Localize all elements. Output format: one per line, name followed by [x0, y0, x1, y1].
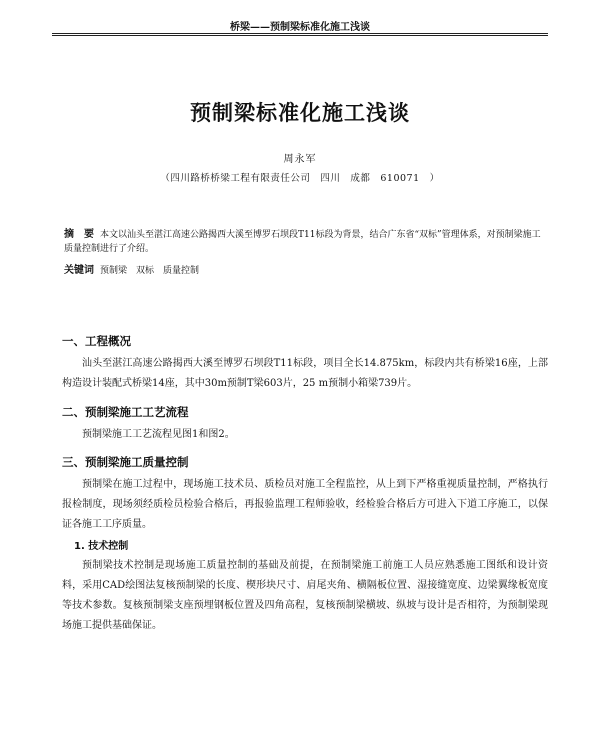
header-rule-double — [52, 35, 548, 36]
abstract — [64, 228, 546, 256]
running-header: 桥梁——预制梁标准化施工浅谈 — [230, 22, 370, 33]
keywords-text: 预制梁 双标 质量控制 — [100, 266, 200, 276]
abstract-label: 摘 要 — [64, 229, 94, 240]
section-process-paragraph: 预制梁施工工艺流程见图1和图2。 — [82, 429, 235, 440]
keywords — [64, 264, 546, 278]
author-affiliation: （四川路桥桥梁工程有限责任公司 四川 成都 610071 ） — [160, 173, 440, 184]
keywords-label: 关键词 — [64, 265, 94, 276]
section-heading-process: 二、预制梁施工工艺流程 — [62, 405, 189, 419]
article-title: 预制梁标准化施工浅谈 — [190, 101, 410, 125]
subsection-heading-technical-control: 1. 技术控制 — [74, 541, 129, 552]
section-overview-paragraph: 汕头至湛江高速公路揭西大溪至博罗石坝段T11标段，项目全长14.875km，标段内共有桥梁16座，上部构造设计装配式桥梁14座，其中30m预制T梁603片，25 m预制小箱梁739片。 — [62, 358, 548, 389]
header-rule — [52, 33, 548, 34]
author-name: 周永军 — [283, 154, 317, 165]
section-heading-quality: 三、预制梁施工质量控制 — [62, 455, 189, 469]
section-quality-paragraph: 预制梁在施工过程中，现场施工技术员、质检员对施工全程监控，从上到下严格重视质量控制，严格执行报检制度，现场须经质检员检验合格后，再报验监理工程师验收，经检验合格后方可进入下道工序施工，以保证各施工工序质量。 — [62, 479, 548, 530]
subsection-technical-control-paragraph: 预制梁技术控制是现场施工质量控制的基础及前提，在预制梁施工前施工人员应熟悉施工图纸和设计资料，采用CAD绘图法复核预制梁的长度、楔形块尺寸、肩尾夹角、横隔板位置、湿接缝宽度、边梁翼缘板宽度等技术参数。复核预制梁支座预埋钢板位置及四角高程，复核预制梁横坡、纵坡与设计是否相符，为预制梁现场施工提供基础保证。 — [62, 560, 548, 631]
section-heading-overview: 一、工程概况 — [62, 334, 131, 348]
abstract-text: 本文以汕头至湛江高速公路揭西大溪至博罗石坝段T11标段为背景，结合广东省“双标”管理体系，对预制梁施工质量控制进行了介绍。 — [64, 230, 541, 254]
